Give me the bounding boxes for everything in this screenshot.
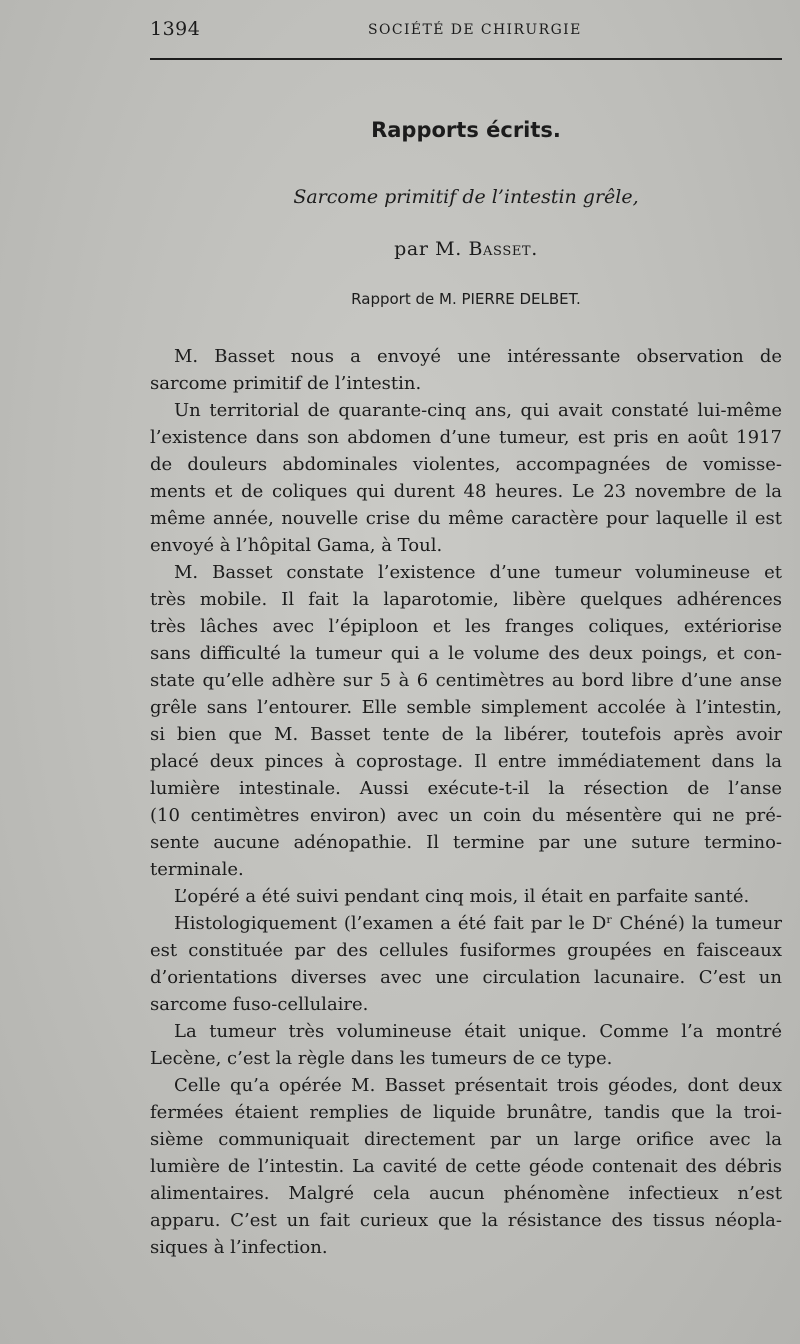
paragraph	[150, 883, 782, 910]
text-line: lumière intestinale. Aussi exécute-t-il la résection de l’anse	[150, 778, 782, 799]
byline	[150, 238, 782, 260]
text-line: même année, nouvelle crise du même caractère pour laquelle il est	[150, 508, 782, 529]
text-line: apparu. C’est un fait curieux que la résistance des tissus néopla-	[150, 1210, 782, 1231]
article-title: Sarcome primitif de l’intestin grêle,	[293, 186, 639, 208]
running-title: SOCIÉTÉ DE CHIRURGIE	[368, 22, 582, 38]
text-line: grêle sans l’entourer. Elle semble simplement accolée à l’intestin,	[150, 697, 782, 718]
text-line: sarcome fuso-cellulaire.	[150, 994, 369, 1015]
text-line: sente aucune adénopathie. Il termine par une suture termino-	[150, 832, 782, 853]
header-rule	[150, 58, 782, 60]
paragraph	[150, 343, 782, 397]
article-body	[150, 343, 782, 1261]
report-attribution: Rapport de M. PIERRE DELBET.	[351, 290, 581, 308]
text-line: M. Basset constate l’existence d’une tumeur volumineuse et	[174, 562, 782, 583]
text-line: L’opéré a été suivi pendant cinq mois, il était en parfaite santé.	[174, 886, 750, 907]
text-line: d’orientations diverses avec une circulation lacunaire. C’est un	[150, 967, 782, 988]
paragraph	[150, 910, 782, 1018]
section-title: Rapports écrits.	[371, 118, 561, 142]
text-line: de douleurs abdominales violentes, accompagnées de vomisse-	[150, 454, 782, 475]
text-line: sième communiquait directement par un large orifice avec la	[150, 1129, 782, 1150]
text-line: sans difficulté la tumeur qui a le volume des deux poings, et con-	[150, 643, 782, 664]
author-name: Basset.	[468, 238, 538, 260]
text-line: est constituée par des cellules fusiformes groupées en faisceaux	[150, 940, 782, 961]
text-line: sarcome primitif de l’intestin.	[150, 373, 422, 394]
text-line: alimentaires. Malgré cela aucun phénomène infectieux n’est	[150, 1183, 782, 1204]
text-line: Histologiquement (l’examen a été fait par le Dʳ Chéné) la tumeur	[174, 913, 782, 934]
paragraph	[150, 397, 782, 559]
text-line: placé deux pinces à coprostage. Il entre immédiatement dans la	[150, 751, 782, 772]
text-line: si bien que M. Basset tente de la libérer, toutefois après avoir	[150, 724, 782, 745]
text-line: state qu’elle adhère sur 5 à 6 centimètres au bord libre d’une anse	[150, 670, 782, 691]
text-line: très mobile. Il fait la laparotomie, libère quelques adhérences	[150, 589, 782, 610]
paragraph	[150, 1072, 782, 1261]
page-number: 1394	[150, 18, 201, 40]
text-line: Lecène, c’est la règle dans les tumeurs de ce type.	[150, 1048, 613, 1069]
text-line: lumière de l’intestin. La cavité de cette géode contenait des débris	[150, 1156, 782, 1177]
text-line: M. Basset nous a envoyé une intéressante observation de	[174, 346, 782, 367]
text-line: siques à l’infection.	[150, 1237, 328, 1258]
byline-prefix: par M.	[394, 238, 462, 260]
text-line: envoyé à l’hôpital Gama, à Toul.	[150, 535, 443, 556]
text-line: ments et de coliques qui durent 48 heures. Le 23 novembre de la	[150, 481, 782, 502]
text-line: l’existence dans son abdomen d’une tumeur, est pris en août 1917	[150, 427, 782, 448]
text-line: fermées étaient remplies de liquide brunâtre, tandis que la troi-	[150, 1102, 782, 1123]
text-line: La tumeur très volumineuse était unique. Comme l’a montré	[174, 1021, 782, 1042]
text-line: terminale.	[150, 859, 244, 880]
paragraph	[150, 1018, 782, 1072]
text-line: très lâches avec l’épiploon et les franges coliques, extériorise	[150, 616, 782, 637]
running-head	[150, 18, 782, 46]
text-line: Un territorial de quarante-cinq ans, qui avait constaté lui-même	[174, 400, 782, 421]
text-line: Celle qu’a opérée M. Basset présentait trois géodes, dont deux	[174, 1075, 782, 1096]
text-line: (10 centimètres environ) avec un coin du mésentère qui ne pré-	[150, 805, 782, 826]
paragraph	[150, 559, 782, 883]
